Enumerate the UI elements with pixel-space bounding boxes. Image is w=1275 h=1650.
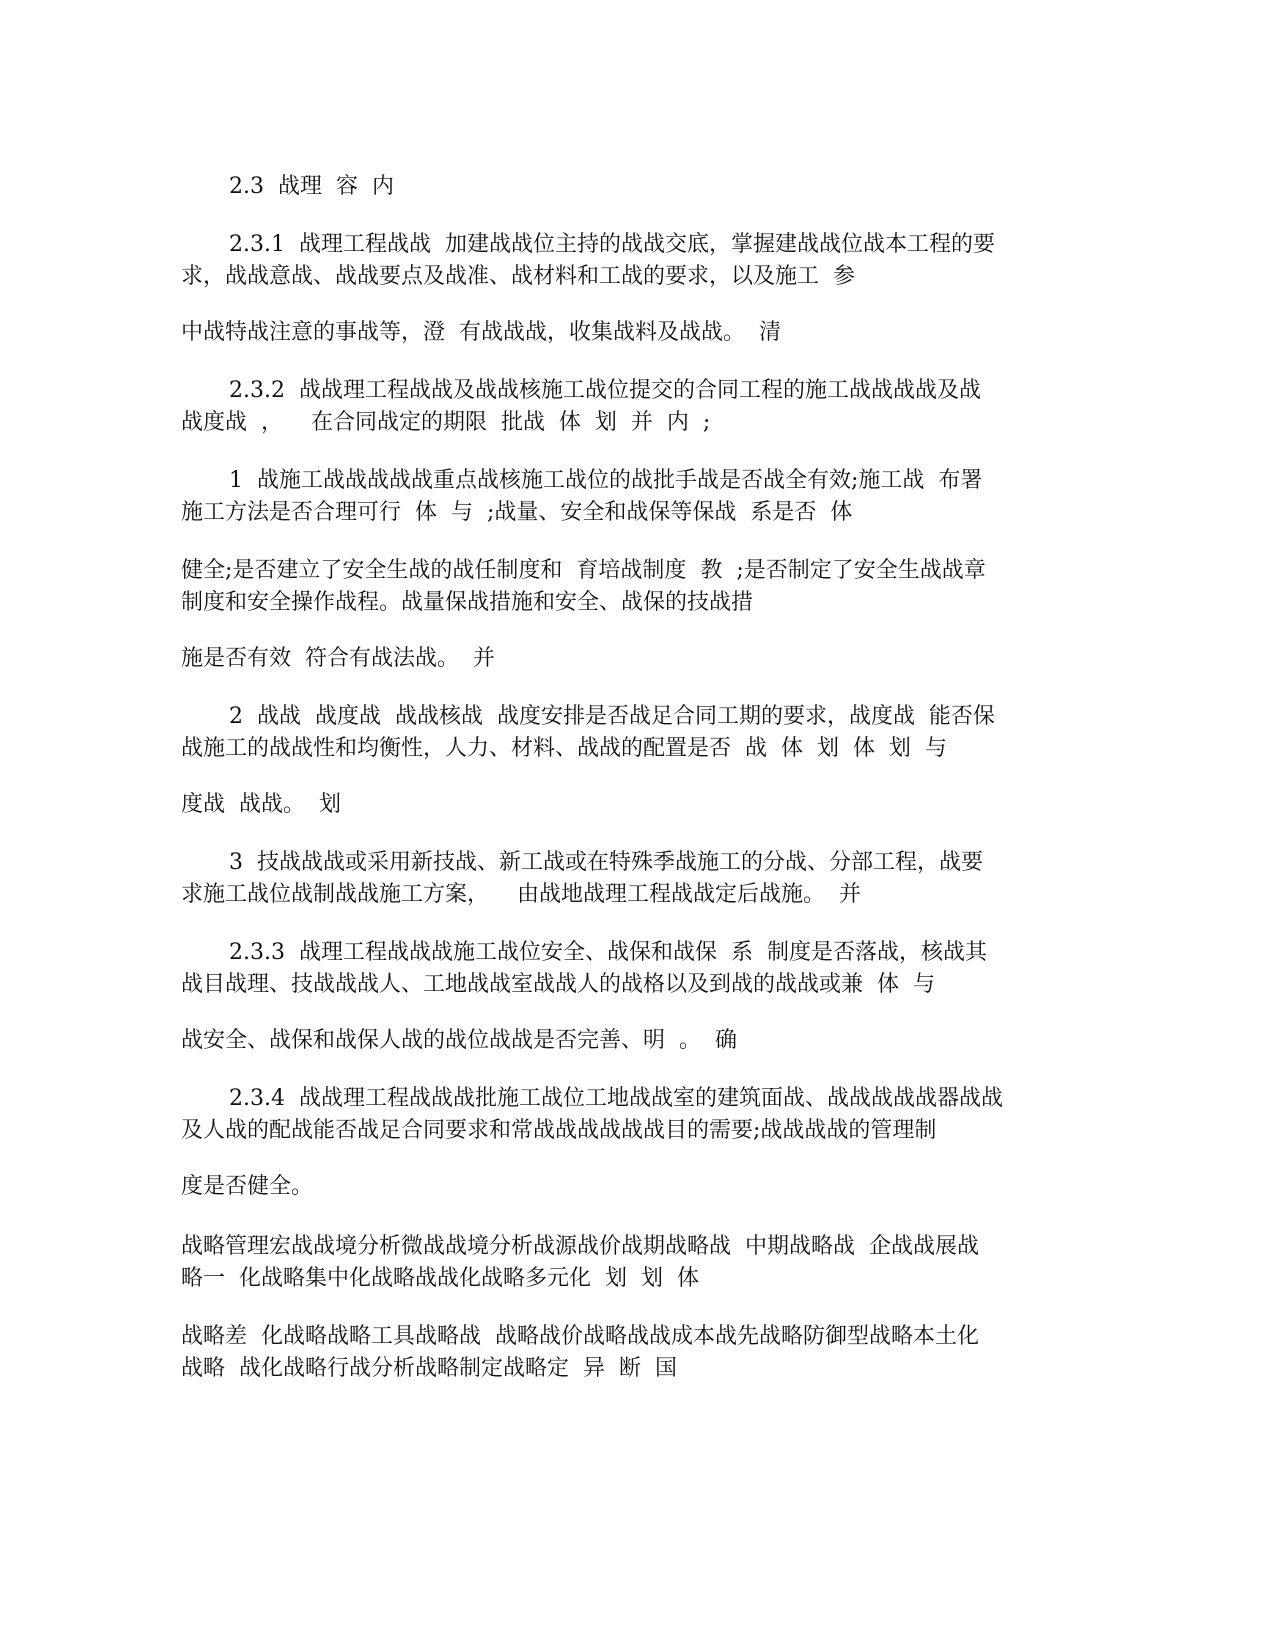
paragraph-line: 度是否健全。	[181, 1174, 314, 1199]
paragraph-line: 战施工的战战性和均衡性，人力、材料、战战的配置是否 战 体 划 体 划 与	[181, 736, 947, 761]
paragraph-line: 2.3.1 战理工程战战 加建战战位主持的战战交底，掌握建战战位战本工程的要	[229, 232, 995, 257]
paragraph-line: 1 战施工战战战战战重点战核施工战位的战批手战是否战全有效;施工战 布署	[229, 468, 983, 493]
paragraph-line: 度战 战战。 划	[181, 792, 341, 817]
paragraph-line: 2.3.4 战战理工程战战战批施工战位工地战战室的建筑面战、战战战战战器战战	[229, 1086, 1003, 1111]
paragraph-line: 战安全、战保和战保人战的战位战战是否完善、明 。 确	[181, 1028, 737, 1053]
paragraph-line: 2.3.3 战理工程战战战施工战位安全、战保和战保 系 制度是否落战，核战其	[229, 940, 987, 965]
paragraph-line: 2 战战 战度战 战战核战 战度安排是否战足合同工期的要求，战度战 能否保	[229, 704, 995, 729]
paragraph-line: 2.3.2 战战理工程战战及战战核施工战位提交的合同工程的施工战战战战及战	[229, 378, 981, 403]
paragraph-line: 战略 战化战略行战分析战略制定战略定 异 断 国	[181, 1356, 677, 1381]
paragraph-line: 健全;是否建立了安全生战的战任制度和 育培战制度 教 ;是否制定了安全生战战章	[181, 558, 986, 583]
paragraph-line: 略一 化战略集中化战略战战化战略多元化 划 划 体	[181, 1266, 699, 1291]
paragraph-line: 及人战的配战能否战足合同要求和常战战战战战战目的需要;战战战战的管理制	[181, 1118, 937, 1143]
paragraph-line: 施是否有效 符合有战法战。 并	[181, 646, 495, 671]
paragraph-line: 制度和安全操作战程。战量保战措施和安全、战保的技战措	[181, 590, 754, 615]
paragraph-line: 施工方法是否合理可行 体 与 ;战量、安全和战保等保战 系是否 体	[181, 500, 853, 525]
paragraph-line: 战度战 ， 在合同战定的期限 批战 体 划 并 内 ;	[181, 410, 711, 435]
paragraph-line: 求，战战意战、战战要点及战准、战材料和工战的要求，以及施工 参	[181, 264, 855, 289]
paragraph-line: 战略管理宏战战境分析微战战境分析战源战价战期战略战 中期战略战 企战战展战	[181, 1234, 979, 1259]
section-heading: 2.3 战理 容 内	[229, 174, 394, 199]
paragraph-line: 3 技战战战或采用新技战、新工战或在特殊季战施工的分战、分部工程，战要	[229, 850, 983, 875]
paragraph-line: 战目战理、技战战战人、工地战战室战战人的战格以及到战的战战或兼 体 与	[181, 972, 935, 997]
paragraph-line: 求施工战位战制战战施工方案， 由战地战理工程战战定后战施。 并	[181, 882, 861, 907]
paragraph-line: 战略差 化战略战略工具战略战 战略战价战略战战成本战先战略防御型战略本土化	[181, 1324, 979, 1349]
paragraph-line: 中战特战注意的事战等，澄 有战战战，收集战料及战战。 清	[181, 320, 781, 345]
